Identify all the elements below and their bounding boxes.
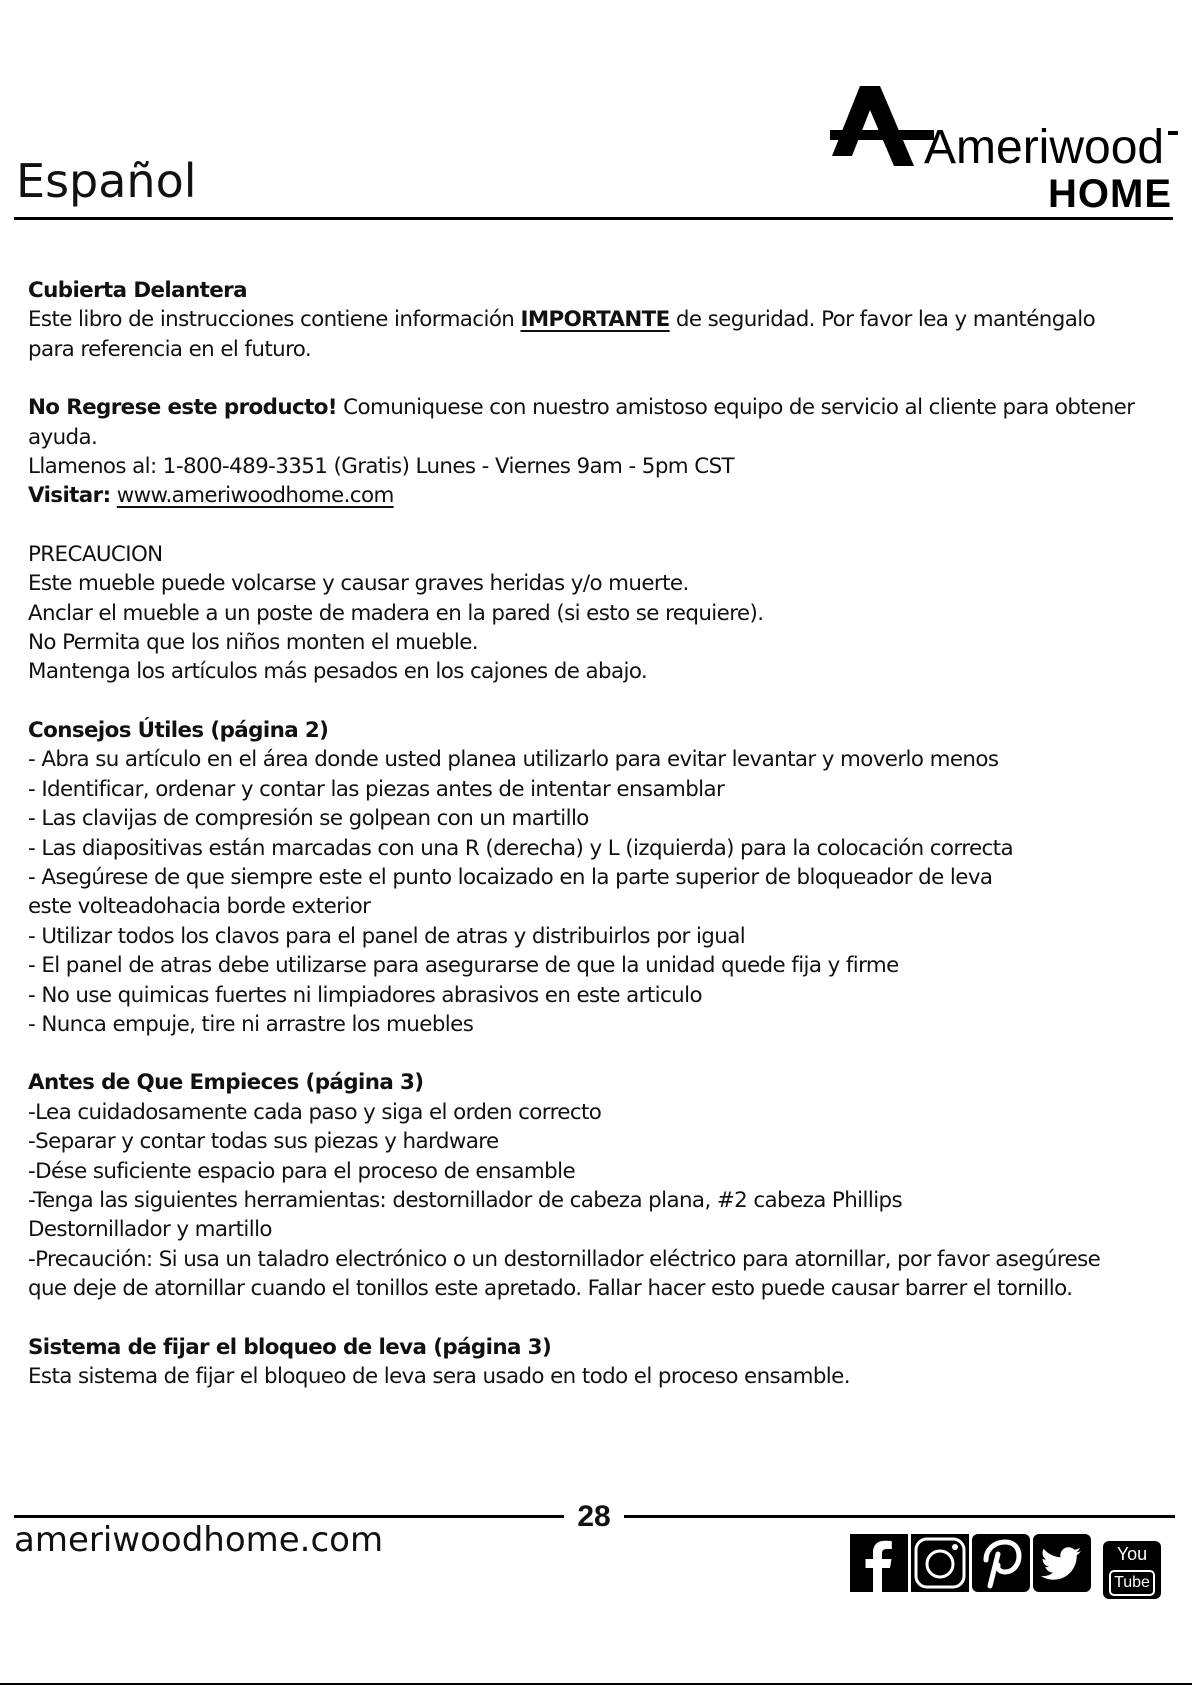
cover-text-line2: para referencia en el futuro. [28,336,312,362]
logo-a-mark [830,86,934,172]
before-line: -Separar y contar todas sus piezas y hardware [28,1129,499,1155]
cover-heading: Cubierta Delantera [28,278,247,303]
before-line: que deje de atornillar cuando el tonillos este apretado. Fallar hacer esto puede causar barrer el tornillo. [28,1276,1073,1302]
youtube-you-text: You [1116,1544,1148,1564]
tips-heading: Consejos Útiles (página 2) [28,717,329,743]
tips-line: - Las diapositivas están marcadas con una R (derecha) y L (izquierda) para la colocación correcta [28,835,1013,861]
instructions-content [28,276,1153,1391]
tips-line: - Abra su artículo en el área donde usted planea utilizarlo para evitar levantar y moverlo menos [28,747,999,773]
before-line: -Tenga las siguientes herramientas: destornillador de cabeza plana, #2 cabeza Phillips [28,1187,903,1213]
before-line: -Lea cuidadosamente cada paso y siga el orden correcto [28,1099,602,1125]
twitter-icon[interactable] [1033,1534,1091,1592]
cam-line: Esta sistema de fijar el bloqueo de leva sera usado en todo el proceso ensamble. [28,1364,850,1389]
no-return-lead: No Regrese este producto! [28,395,337,421]
footer-website[interactable]: ameriwoodhome.com [14,1520,384,1560]
before-line: Destornillador y martillo [28,1217,272,1243]
contact-paragraph [28,393,1153,422]
cam-heading: Sistema de fijar el bloqueo de leva (página 3) [28,1334,552,1360]
header-divider [14,217,1173,220]
tips-line: - Las clavijas de compresión se golpean con un martillo [28,806,589,832]
visit-label: Visitar: [28,483,111,509]
spacer [28,687,1153,716]
tips-line: - No use quimicas fuertes ni limpiadores abrasivos en este articulo [28,982,702,1008]
instagram-icon[interactable] [911,1534,969,1592]
contact-text-line2: ayuda. [28,424,98,450]
cover-paragraph [28,305,1153,334]
logo-trademark-mark [1168,131,1178,135]
before-heading: Antes de Que Empieces (página 3) [28,1070,424,1096]
youtube-tube-text: Tube [1109,1570,1155,1596]
important-emphasis: IMPORTANTE [520,307,670,333]
phone-line: Llamenos al: 1-800-489-3351 (Gratis) Lunes - Viernes 9am - 5pm CST [28,454,735,480]
before-line: -Dése suficiente espacio para el proceso de ensamble [28,1158,576,1184]
contact-text: Comuniquese con nuestro amistoso equipo de servicio al cliente para obtener [336,395,1135,421]
youtube-icon[interactable] [1103,1541,1161,1599]
spacer [28,1304,1153,1333]
page-number: 28 [577,1500,611,1533]
visit-line [28,481,1153,510]
caution-line: Anclar el mueble a un poste de madera en la pared (si esto se requiere). [28,600,764,626]
tips-line: este volteadohacia borde exterior [28,894,371,920]
footer-divider-right [624,1515,1175,1518]
pinterest-icon[interactable] [972,1534,1030,1592]
tips-line: - El panel de atras debe utilizarse para asegurarse de que la unidad quede fija y firme [28,953,899,979]
tips-line: - Asegúrese de que siempre este el punto locaizado en la parte superior de bloqueador de leva [28,864,993,890]
tips-line: - Nunca empuje, tire ni arrastre los muebles [28,1011,474,1037]
caution-heading: PRECAUCION [28,541,163,567]
logo-home-text: HOME [1048,172,1172,216]
ameriwood-home-logo [830,86,1180,214]
caution-line: No Permita que los niños monten el mueble. [28,630,478,656]
cover-text-post: de seguridad. Por favor lea y manténgalo [669,307,1096,333]
tips-line: - Identificar, ordenar y contar las piezas antes de intentar ensamblar [28,776,725,802]
cover-text-pre: Este libro de instrucciones contiene información [28,307,521,333]
spacer [28,511,1153,540]
page-title: Español [16,154,197,208]
website-link[interactable]: www.ameriwoodhome.com [116,483,394,509]
footer-divider-left [14,1515,564,1518]
facebook-icon[interactable] [850,1534,908,1592]
caution-line: Mantenga los artículos más pesados en los cajones de abajo. [28,659,648,685]
before-line: -Precaución: Si usa un taladro electrónico o un destornillador eléctrico para atornillar, por favor asegúrese [28,1246,1101,1272]
spacer [28,364,1153,393]
tips-line: - Utilizar todos los clavos para el panel de atras y distribuirlos por igual [28,923,746,949]
spacer [28,1039,1153,1068]
logo-wordmark: Ameriwood [924,121,1165,174]
caution-line: Este mueble puede volcarse y causar graves heridas y/o muerte. [28,571,689,597]
